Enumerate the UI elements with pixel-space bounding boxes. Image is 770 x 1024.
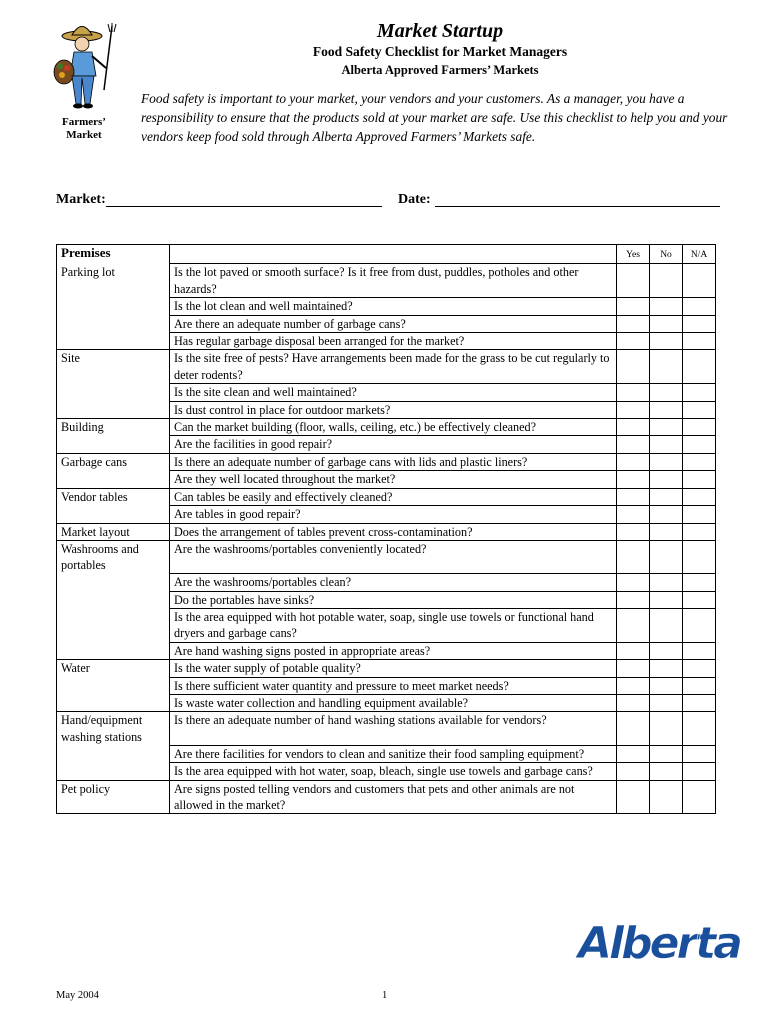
checkbox-na[interactable]: [683, 609, 716, 643]
table-row: [57, 488, 716, 505]
question-cell: Are tables in good repair?: [170, 506, 617, 523]
checkbox-na[interactable]: [683, 488, 716, 505]
section-heading: Premises: [57, 245, 170, 264]
checkbox-na[interactable]: [683, 677, 716, 694]
column-no: No: [650, 245, 683, 264]
question-cell: Is the lot paved or smooth surface? Is it free from dust, puddles, potholes and other hazards?: [170, 264, 617, 298]
table-row: [57, 333, 716, 350]
checkbox-yes[interactable]: [617, 780, 650, 814]
checkbox-no[interactable]: [650, 384, 683, 401]
checkbox-no[interactable]: [650, 712, 683, 745]
checkbox-no[interactable]: [650, 523, 683, 540]
category-cell: Vendor tables: [57, 488, 170, 505]
category-cell: Site: [57, 350, 170, 384]
checkbox-yes[interactable]: [617, 384, 650, 401]
checkbox-yes[interactable]: [617, 677, 650, 694]
market-field[interactable]: [56, 192, 106, 208]
checkbox-na[interactable]: [683, 384, 716, 401]
question-cell: Is the site clean and well maintained?: [170, 384, 617, 401]
question-cell: Is the lot clean and well maintained?: [170, 298, 617, 315]
checkbox-yes[interactable]: [617, 333, 650, 350]
table-row: [57, 745, 716, 762]
checkbox-no[interactable]: [650, 298, 683, 315]
question-cell: Is waste water collection and handling equipment available?: [170, 695, 617, 712]
category-cell: [57, 677, 170, 694]
checkbox-no[interactable]: [650, 745, 683, 762]
checkbox-na[interactable]: [683, 695, 716, 712]
question-cell: Is there an adequate number of garbage cans with lids and plastic liners?: [170, 453, 617, 470]
question-cell: Does the arrangement of tables prevent cross-contamination?: [170, 523, 617, 540]
farmers-market-logo: [48, 20, 126, 144]
category-cell: [57, 333, 170, 350]
table-row: [57, 642, 716, 659]
checkbox-na[interactable]: [683, 574, 716, 591]
category-cell: [57, 695, 170, 712]
table-row: [57, 712, 716, 745]
table-row: [57, 763, 716, 780]
checkbox-yes[interactable]: [617, 695, 650, 712]
checkbox-na[interactable]: [683, 780, 716, 814]
question-cell: Is the water supply of potable quality?: [170, 660, 617, 677]
checkbox-no[interactable]: [650, 780, 683, 814]
table-row: [57, 780, 716, 814]
checkbox-na[interactable]: [683, 315, 716, 332]
checkbox-no[interactable]: [650, 264, 683, 298]
checkbox-yes[interactable]: [617, 523, 650, 540]
question-cell: Are there facilities for vendors to clean and sanitize their food sampling equipment?: [170, 745, 617, 762]
date-field[interactable]: [398, 192, 431, 208]
table-row: [57, 401, 716, 418]
checkbox-na[interactable]: [683, 419, 716, 436]
checkbox-na[interactable]: [683, 506, 716, 523]
checkbox-yes[interactable]: [617, 660, 650, 677]
table-row: [57, 350, 716, 384]
table-row: [57, 609, 716, 643]
checkbox-yes[interactable]: [617, 763, 650, 780]
header-blank: [170, 245, 617, 264]
checkbox-yes[interactable]: [617, 298, 650, 315]
footer-date: May 2004: [56, 990, 99, 1001]
checkbox-yes[interactable]: [617, 506, 650, 523]
page-number: 1: [382, 990, 388, 1001]
checkbox-no[interactable]: [650, 540, 683, 573]
checkbox-yes[interactable]: [617, 401, 650, 418]
checkbox-yes[interactable]: [617, 609, 650, 643]
table-row: [57, 315, 716, 332]
checkbox-na[interactable]: [683, 264, 716, 298]
question-cell: Are there an adequate number of garbage cans?: [170, 315, 617, 332]
question-cell: Is there sufficient water quantity and pressure to meet market needs?: [170, 677, 617, 694]
checkbox-no[interactable]: [650, 453, 683, 470]
checkbox-na[interactable]: [683, 436, 716, 453]
category-cell: Pet policy: [57, 780, 170, 814]
category-cell: [57, 591, 170, 608]
category-cell: Market layout: [57, 523, 170, 540]
category-cell: [57, 609, 170, 643]
category-cell: [57, 574, 170, 591]
question-cell: Are the facilities in good repair?: [170, 436, 617, 453]
checkbox-no[interactable]: [650, 315, 683, 332]
checkbox-na[interactable]: [683, 350, 716, 384]
category-cell: Washrooms and portables: [57, 540, 170, 573]
checkbox-no[interactable]: [650, 574, 683, 591]
checkbox-no[interactable]: [650, 471, 683, 488]
category-cell: [57, 315, 170, 332]
category-cell: [57, 401, 170, 418]
category-cell: Garbage cans: [57, 453, 170, 470]
date-label: Date:: [398, 192, 431, 207]
table-row: [57, 574, 716, 591]
logo-text-line1: Farmers’: [62, 116, 106, 128]
question-cell: Is the area equipped with hot potable water, soap, single use towels or functional hand dryers and garbage cans?: [170, 609, 617, 643]
page-title: Market Startup: [376, 20, 504, 42]
table-row: [57, 298, 716, 315]
category-cell: Water: [57, 660, 170, 677]
question-cell: Is there an adequate number of hand washing stations available for vendors?: [170, 712, 617, 745]
table-row: [57, 436, 716, 453]
market-underline[interactable]: [106, 206, 382, 207]
category-cell: [57, 384, 170, 401]
category-cell: [57, 298, 170, 315]
intro-paragraph: Food safety is important to your market, your vendors and your customers. As a manager, you have a responsibility to ensure that the products sold at your market are safe. Use this checklist to help you and your vendors keep food sold through Alberta Approved Farmers’ Markets safe.: [141, 91, 728, 144]
category-cell: [57, 506, 170, 523]
checkbox-no[interactable]: [650, 488, 683, 505]
checkbox-no[interactable]: [650, 506, 683, 523]
table-row: [57, 471, 716, 488]
checkbox-na[interactable]: [683, 401, 716, 418]
checkbox-no[interactable]: [650, 401, 683, 418]
checkbox-yes[interactable]: [617, 488, 650, 505]
category-cell: [57, 745, 170, 762]
table-row: [57, 453, 716, 470]
category-cell: Hand/equipment washing stations: [57, 712, 170, 745]
organization-name: Alberta Approved Farmers’ Markets: [341, 63, 539, 77]
checkbox-yes[interactable]: [617, 540, 650, 573]
checkbox-yes[interactable]: [617, 642, 650, 659]
checkbox-yes[interactable]: [617, 419, 650, 436]
question-cell: Are the washrooms/portables clean?: [170, 574, 617, 591]
checkbox-no[interactable]: [650, 609, 683, 643]
checkbox-yes[interactable]: [617, 436, 650, 453]
checkbox-yes[interactable]: [617, 315, 650, 332]
checkbox-yes[interactable]: [617, 453, 650, 470]
category-cell: [57, 763, 170, 780]
checkbox-na[interactable]: [683, 763, 716, 780]
table-header-row: [57, 245, 716, 264]
question-cell: Are hand washing signs posted in appropriate areas?: [170, 642, 617, 659]
date-underline[interactable]: [435, 206, 720, 207]
column-yes: Yes: [617, 245, 650, 264]
checkbox-na[interactable]: [683, 591, 716, 608]
checkbox-yes[interactable]: [617, 264, 650, 298]
table-row: [57, 591, 716, 608]
table-row: [57, 523, 716, 540]
question-cell: Is the site free of pests? Have arrangements been made for the grass to be cut regularly to deter rodents?: [170, 350, 617, 384]
checkbox-no[interactable]: [650, 660, 683, 677]
checkbox-no[interactable]: [650, 642, 683, 659]
alberta-wordmark: Alberta: [578, 918, 740, 969]
checkbox-na[interactable]: [683, 453, 716, 470]
category-cell: [57, 471, 170, 488]
question-cell: Is the area equipped with hot water, soap, bleach, single use towels and garbage cans?: [170, 763, 617, 780]
logo-text-line2: Market: [66, 129, 102, 141]
question-cell: Is dust control in place for outdoor markets?: [170, 401, 617, 418]
checkbox-no[interactable]: [650, 591, 683, 608]
question-cell: Has regular garbage disposal been arranged for the market?: [170, 333, 617, 350]
table-row: [57, 677, 716, 694]
table-row: [57, 264, 716, 298]
alberta-logo: [576, 912, 740, 969]
checkbox-yes[interactable]: [617, 745, 650, 762]
category-cell: Parking lot: [57, 264, 170, 298]
checkbox-na[interactable]: [683, 333, 716, 350]
market-label: Market:: [56, 192, 106, 207]
checkbox-yes[interactable]: [617, 712, 650, 745]
category-cell: [57, 642, 170, 659]
question-cell: Are signs posted telling vendors and customers that pets and other animals are not allowed in the market?: [170, 780, 617, 814]
table-row: [57, 419, 716, 436]
checkbox-na[interactable]: [683, 523, 716, 540]
checkbox-yes[interactable]: [617, 591, 650, 608]
question-cell: Are the washrooms/portables conveniently located?: [170, 540, 617, 573]
table-row: [57, 384, 716, 401]
checkbox-yes[interactable]: [617, 471, 650, 488]
checkbox-no[interactable]: [650, 695, 683, 712]
category-cell: [57, 436, 170, 453]
question-cell: Can the market building (floor, walls, ceiling, etc.) be effectively cleaned?: [170, 419, 617, 436]
question-cell: Are they well located throughout the market?: [170, 471, 617, 488]
checkbox-no[interactable]: [650, 436, 683, 453]
checkbox-na[interactable]: [683, 642, 716, 659]
checkbox-yes[interactable]: [617, 574, 650, 591]
category-cell: Building: [57, 419, 170, 436]
checkbox-na[interactable]: [683, 712, 716, 745]
checkbox-no[interactable]: [650, 763, 683, 780]
question-cell: Do the portables have sinks?: [170, 591, 617, 608]
checkbox-na[interactable]: [683, 471, 716, 488]
page-subtitle: Food Safety Checklist for Market Managers: [312, 44, 568, 59]
checkbox-na[interactable]: [683, 298, 716, 315]
table-row: [57, 506, 716, 523]
table-row: [57, 540, 716, 573]
checkbox-yes[interactable]: [617, 350, 650, 384]
checkbox-no[interactable]: [650, 333, 683, 350]
checkbox-no[interactable]: [650, 350, 683, 384]
checkbox-na[interactable]: [683, 745, 716, 762]
table-row: [57, 695, 716, 712]
checkbox-no[interactable]: [650, 677, 683, 694]
question-cell: Can tables be easily and effectively cleaned?: [170, 488, 617, 505]
table-row: [57, 660, 716, 677]
checkbox-no[interactable]: [650, 419, 683, 436]
column-na: N/A: [683, 245, 716, 264]
checkbox-na[interactable]: [683, 660, 716, 677]
checklist-table: [56, 244, 716, 814]
checkbox-na[interactable]: [683, 540, 716, 573]
